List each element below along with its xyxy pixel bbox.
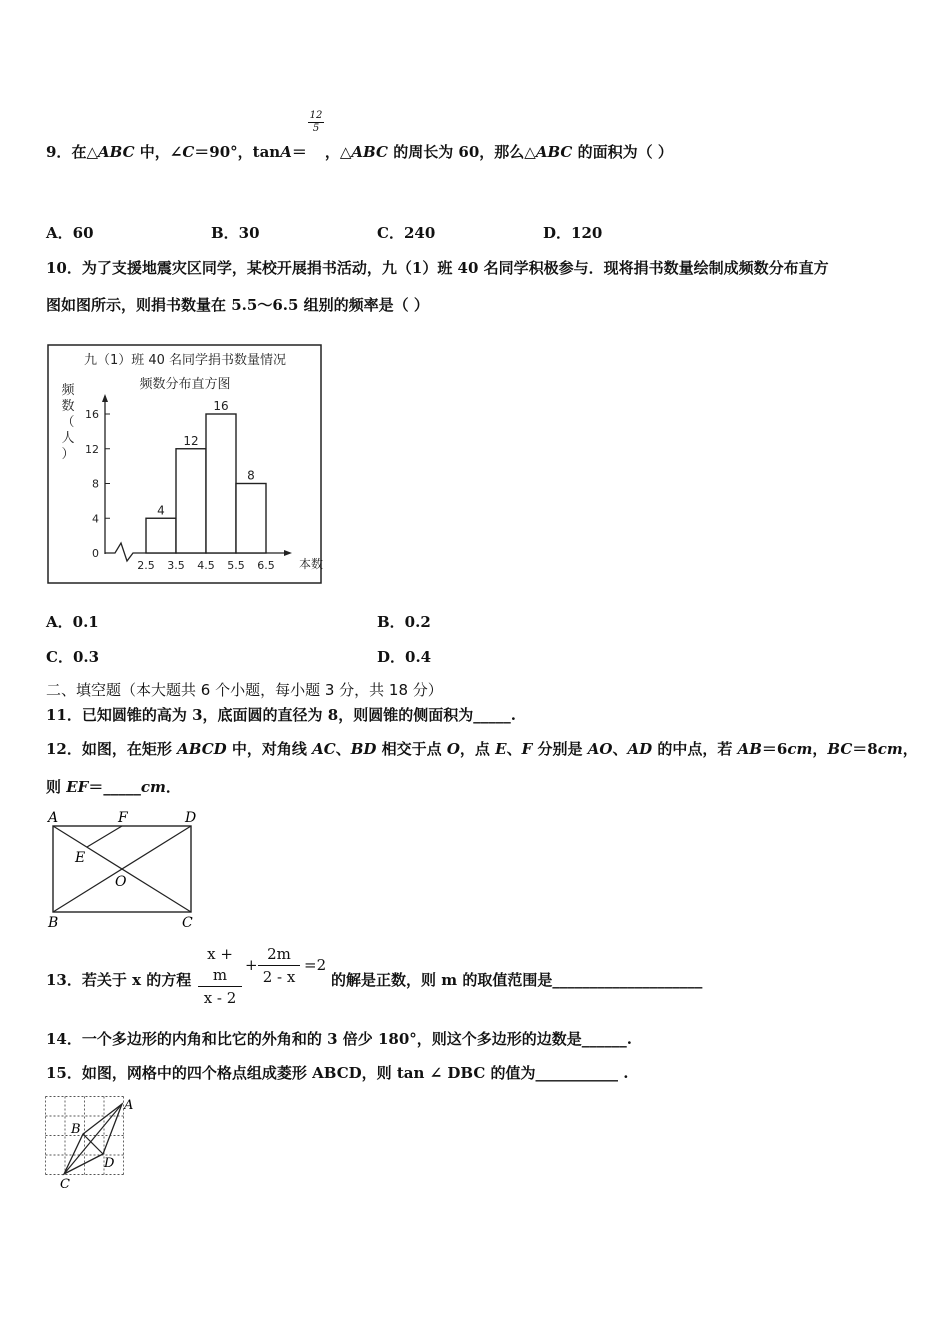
- q12-unit: cm: [140, 778, 166, 796]
- q13-plus: +: [245, 956, 258, 974]
- label-a: A: [48, 810, 59, 826]
- q9-var: ABC: [535, 143, 573, 161]
- bar-data-label: 16: [213, 399, 229, 413]
- q13-fraction-1-denominator: x - 2: [203, 989, 237, 1007]
- q12-var: AO: [587, 740, 613, 758]
- y-tick-label: 4: [92, 512, 99, 526]
- q9-fraction-denominator: 5: [312, 123, 320, 134]
- q12-text: 中，对角线: [226, 740, 313, 758]
- histogram-bar: [176, 449, 206, 553]
- section-heading: 二、填空题（本大题共 6 个小题，每小题 3 分，共 18 分）: [46, 681, 443, 699]
- q9-text: 的面积为（ ）: [572, 143, 673, 161]
- label-c: C: [60, 1177, 70, 1191]
- bar-data-label: 12: [183, 433, 199, 448]
- q12-var: O: [446, 740, 460, 758]
- q9-stem: [46, 141, 673, 162]
- label-f: F: [118, 810, 128, 826]
- y-axis-arrow: [102, 394, 108, 402]
- y-axis-label-char: ）: [61, 447, 75, 462]
- x-axis-arrow: [284, 550, 292, 556]
- bar-data-label: 8: [247, 468, 255, 483]
- y-axis-label-char: 人: [61, 431, 75, 446]
- label-e: E: [75, 850, 86, 866]
- q12-var: E: [495, 740, 507, 758]
- chart-title: 九（1）班 40 名同学捐书数量情况: [83, 353, 287, 368]
- q12-text: ＝8: [852, 740, 878, 758]
- q10-option-b: B．0.2: [377, 613, 431, 631]
- q12-var: AD: [627, 740, 653, 758]
- y-axis-label-char: （: [61, 415, 75, 430]
- q12-stem-line2: [46, 776, 181, 797]
- q14-stem: 14．一个多边形的内角和比它的外角和的 3 倍少 180°，则这个多边形的边数是______.: [46, 1030, 633, 1048]
- grid-rhombus-figure: [44, 1095, 144, 1191]
- label-c: C: [182, 915, 193, 931]
- q12-text: 、: [335, 740, 351, 758]
- segment-ef: [87, 826, 122, 847]
- q10-option-c: C．0.3: [46, 648, 100, 666]
- q12-var: F: [521, 740, 533, 758]
- q12-var: BC: [827, 740, 853, 758]
- q12-text: 、: [506, 740, 522, 758]
- y-tick-label: 0: [92, 547, 99, 560]
- x-tick-label: 5.5: [227, 559, 245, 572]
- q9-option-b: B．30: [211, 224, 260, 242]
- q13-fraction-2-numerator: 2m: [258, 944, 300, 966]
- q9-option-d: D．120: [543, 224, 603, 242]
- q10-option-d: D．0.4: [377, 648, 432, 666]
- q9-text: 的周长为 60，那么△: [387, 143, 536, 161]
- histogram-bar: [206, 414, 236, 553]
- q9-text: ＝90°，tan: [194, 143, 281, 161]
- bars: [146, 399, 266, 553]
- q12-text: 则: [46, 778, 67, 796]
- q9-text: 中，∠: [134, 143, 183, 161]
- q11-stem: 11．已知圆锥的高为 3，底面圆的直径为 8，则圆锥的侧面积为_____.: [46, 706, 516, 724]
- q12-unit: cm: [787, 740, 813, 758]
- diagonal-bd: [83, 1134, 103, 1154]
- q12-text: ＝_____: [88, 778, 141, 796]
- label-a: A: [124, 1098, 134, 1113]
- q12-text: ，: [812, 740, 828, 758]
- q9-fraction: [308, 110, 324, 135]
- q12-var: ABCD: [177, 740, 227, 758]
- label-b: B: [48, 915, 59, 931]
- q12-text: 的中点，若: [652, 740, 738, 758]
- q12-var: BD: [350, 740, 377, 758]
- x-axis-label: 本数: [299, 557, 323, 571]
- q9-option-c: C．240: [377, 224, 436, 242]
- q13-fraction-1-numerator: x + m: [198, 944, 242, 987]
- q13-suffix: 的解是正数，则 m 的取值范围是____________________: [331, 971, 703, 989]
- label-d: D: [104, 1156, 115, 1171]
- q13-fraction-2: [258, 944, 300, 988]
- q13-fraction-1: [198, 944, 242, 1009]
- q9-text: 在△: [71, 143, 98, 161]
- y-tick-label: 8: [92, 477, 99, 491]
- q9-var: A: [280, 143, 292, 161]
- q9-text: ，△: [324, 143, 352, 161]
- q10-option-a: A．0.1: [46, 613, 99, 631]
- q10-stem-line2: 图如图所示，则捐书数量在 5.5～6.5 组别的频率是（ ）: [46, 296, 429, 314]
- q12-text: 相交于点: [376, 740, 447, 758]
- x-tick-label: 3.5: [167, 559, 185, 572]
- y-tick-label: 16: [85, 408, 99, 421]
- q9-option-a: A．60: [46, 224, 94, 242]
- q12-var: EF: [66, 778, 89, 796]
- y-tick-label: 12: [85, 442, 99, 456]
- q12-unit: cm: [877, 740, 903, 758]
- q12-text: ．: [165, 778, 181, 796]
- bar-data-label: 4: [157, 503, 165, 518]
- x-tick-label: 2.5: [137, 559, 155, 572]
- y-axis-label-char: 数: [61, 399, 75, 414]
- q13-prefix: 13．若关于 x 的方程: [46, 971, 192, 989]
- y-axis-label: [61, 382, 75, 462]
- x-tick-label: 4.5: [197, 559, 215, 572]
- q9-text: ＝: [291, 143, 307, 161]
- q12-var: AB: [737, 740, 762, 758]
- q9-fraction-numerator: 12: [309, 110, 323, 121]
- x-tick-label: 6.5: [257, 559, 275, 572]
- label-b: B: [71, 1122, 81, 1137]
- histogram-figure: [47, 344, 323, 586]
- q12-var: AC: [312, 740, 336, 758]
- y-ticks: [85, 408, 110, 560]
- q10-stem-line1: 10．为了支援地震灾区同学，某校开展捐书活动，九（1）班 40 名同学积极参与．现将捐书数量绘制成频数分布直方: [46, 259, 829, 277]
- rectangle-figure: [45, 808, 205, 932]
- q12-text: 分别是: [532, 740, 588, 758]
- q15-stem: 15．如图，网格中的四个格点组成菱形 ABCD，则 tan ∠ DBC 的值为___________ .: [46, 1064, 629, 1082]
- q12-text: ，: [902, 740, 918, 758]
- q12-stem-line1: [46, 738, 918, 759]
- q9-var: C: [182, 143, 195, 161]
- q9-var: ABC: [351, 143, 388, 161]
- y-axis-label-char: 频: [61, 383, 75, 398]
- q12-text: 12．如图，在矩形: [46, 740, 178, 758]
- chart-subtitle: 频数分布直方图: [139, 377, 231, 392]
- q9-var: ABC: [97, 143, 135, 161]
- label-o: O: [115, 874, 127, 890]
- histogram-bar: [146, 518, 176, 553]
- q13-equals: =2: [304, 956, 327, 974]
- q9-number: 9．: [46, 143, 72, 161]
- x-ticks: [137, 559, 275, 572]
- q13-fraction-2-denominator: 2 - x: [262, 968, 296, 986]
- q12-text: ，点: [459, 740, 496, 758]
- histogram-bar: [236, 484, 266, 554]
- q12-text: ＝6: [761, 740, 788, 758]
- q12-text: 、: [612, 740, 628, 758]
- label-d: D: [185, 810, 197, 826]
